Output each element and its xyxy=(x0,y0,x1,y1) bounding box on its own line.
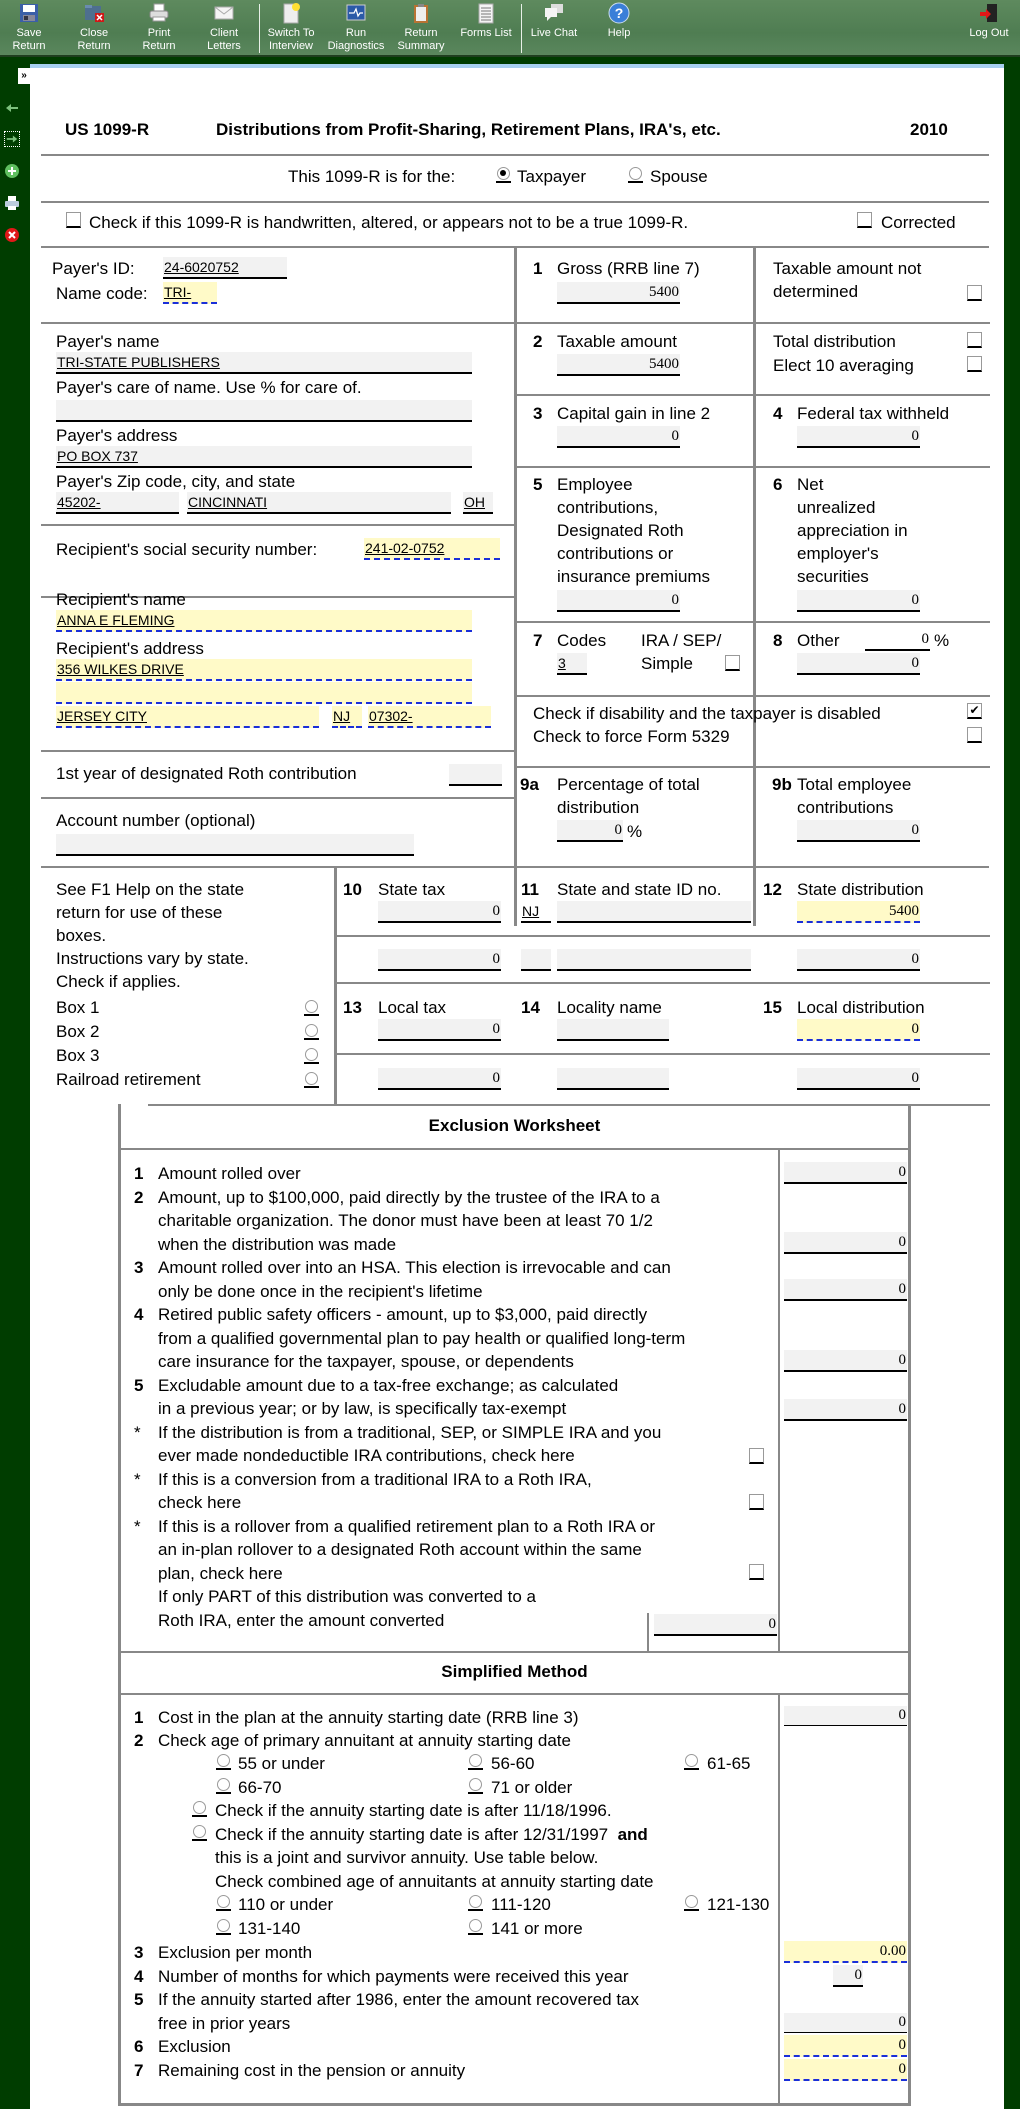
box8-other-field[interactable]: 0 xyxy=(797,653,920,675)
divider xyxy=(41,524,515,526)
tax-year: 2010 xyxy=(910,120,948,139)
exclusion-per-month-field[interactable]: 0.00 xyxy=(784,1941,907,1963)
box3-capital-gain-field[interactable]: 0 xyxy=(557,426,680,448)
recipient-ssn-label: Recipient's social security number: xyxy=(56,540,318,559)
combined-131-140-radio[interactable] xyxy=(216,1919,231,1935)
box1-label: Gross (RRB line 7) xyxy=(557,259,700,278)
disability-checkbox[interactable]: ✔ xyxy=(967,703,982,719)
sm-line2: 2 Check age of primary annuitant at annuity starting date xyxy=(134,1731,571,1750)
account-number-label: Account number (optional) xyxy=(56,811,256,830)
payer-id-label: Payer's ID: xyxy=(52,259,135,278)
box1-number: 1 xyxy=(533,259,543,278)
switch-to-interview-button[interactable]: Switch To Interview xyxy=(259,2,323,53)
box9b-number: 9b xyxy=(772,775,792,794)
nondeductible-ira-checkbox[interactable] xyxy=(749,1448,764,1464)
corrected-checkbox[interactable] xyxy=(857,212,872,228)
divider xyxy=(41,154,989,156)
age-55-under-radio[interactable] xyxy=(216,1754,231,1770)
box11-state-2-field[interactable] xyxy=(521,949,551,971)
box5-employee-contrib-field[interactable]: 0 xyxy=(557,590,680,612)
box13-number: 13 xyxy=(343,998,362,1017)
box2-taxable-field[interactable]: 5400 xyxy=(557,354,680,376)
box10-state-tax-field[interactable]: 0 xyxy=(378,901,501,923)
age-66-70-radio[interactable] xyxy=(216,1778,231,1794)
payer-zip-label: Payer's Zip code, city, and state xyxy=(56,472,296,491)
back-arrow-icon[interactable] xyxy=(4,100,20,116)
print-icon xyxy=(148,2,170,24)
box3-state-radio[interactable] xyxy=(304,1048,319,1064)
box11-state-field[interactable]: NJ xyxy=(521,901,551,923)
toolbar xyxy=(0,0,1020,57)
box15-number: 15 xyxy=(763,998,782,1017)
after-1997-label: Check if the annuity starting date is after 12/31/1997 and xyxy=(215,1825,648,1844)
print-icon[interactable] xyxy=(4,195,20,211)
percent-sign: % xyxy=(627,822,643,841)
combined-141-more-radio[interactable] xyxy=(468,1919,483,1935)
payer-care-of-label: Payer's care of name. Use % for care of. xyxy=(56,378,362,397)
forward-arrow-icon[interactable] xyxy=(4,131,20,147)
help-button[interactable]: ? Help xyxy=(587,2,651,40)
box10-label: State tax xyxy=(378,880,446,899)
recovered-tax-free-field[interactable]: 0 xyxy=(784,2013,907,2033)
exclusion-worksheet-title: Exclusion Worksheet xyxy=(428,1116,601,1135)
column-divider xyxy=(514,246,517,926)
months-received-field[interactable]: 0 xyxy=(833,1965,863,1987)
remaining-cost-field[interactable]: 0 xyxy=(784,2059,907,2081)
box12-state-dist-field[interactable]: 5400 xyxy=(797,901,920,923)
total-distribution-checkbox[interactable] xyxy=(967,332,982,348)
chat-icon xyxy=(543,2,565,24)
name-code-label: Name code: xyxy=(56,284,148,303)
divider xyxy=(118,1651,911,1653)
age-71-older-radio[interactable] xyxy=(468,1778,483,1794)
taxpayer-label: Taxpayer xyxy=(517,167,586,186)
payer-city-field[interactable]: CINCINNATI xyxy=(187,492,451,514)
divider xyxy=(514,695,990,697)
roth-year-label: 1st year of designated Roth contribution xyxy=(56,764,357,783)
recipient-ssn-field[interactable]: 241-02-0752 xyxy=(364,538,500,560)
box4-federal-withheld-field[interactable]: 0 xyxy=(797,426,920,448)
box8-number: 8 xyxy=(773,631,783,650)
ira-sep-simple-label: IRA / SEP/ Simple xyxy=(641,631,722,673)
add-icon[interactable] xyxy=(4,163,20,179)
after-1996-label: Check if the annuity starting date is after 11/18/1996. xyxy=(215,1801,612,1820)
divider xyxy=(118,1693,911,1695)
box9a-label: Percentage of total distribution xyxy=(557,775,700,817)
box10-state-tax-2-field[interactable]: 0 xyxy=(378,949,501,971)
taxable-not-determined-label: Taxable amount not determined xyxy=(773,259,922,301)
box14-number: 14 xyxy=(521,998,540,1017)
recipient-address1-field[interactable]: 356 WILKES DRIVE xyxy=(56,659,472,681)
svg-text:?: ? xyxy=(614,5,624,21)
expand-sidebar-button[interactable]: » xyxy=(18,68,30,84)
public-safety-field[interactable]: 0 xyxy=(784,1350,907,1372)
sm-line5: 5 If the annuity started after 1986, enter the amount recovered tax xyxy=(134,1990,640,2009)
disability-label: Check if disability and the taxpayer is disabled xyxy=(533,704,881,723)
payer-zip-field[interactable]: 45202- xyxy=(56,492,179,514)
box12-number: 12 xyxy=(763,880,782,899)
column-divider xyxy=(778,1148,780,1651)
percent-sign: % xyxy=(934,631,950,650)
after-1996-radio[interactable] xyxy=(192,1801,207,1817)
age-61-65-radio[interactable] xyxy=(684,1754,699,1770)
save-return-button[interactable]: Save Return xyxy=(0,2,61,53)
delete-icon[interactable] xyxy=(4,227,20,243)
box3-number: 3 xyxy=(533,404,543,423)
payer-care-of-field[interactable] xyxy=(56,400,472,422)
divider xyxy=(41,322,515,324)
column-divider xyxy=(778,1693,780,2106)
simplified-method-title: Simplified Method xyxy=(441,1662,588,1681)
box2-label: Taxable amount xyxy=(557,332,678,351)
box15-label: Local distribution xyxy=(797,998,925,1017)
box1-gross-field[interactable]: 5400 xyxy=(557,282,680,304)
box9a-percent-field[interactable]: 0 xyxy=(557,820,623,842)
logout-icon xyxy=(978,2,1000,24)
payer-name-field[interactable]: TRI-STATE PUBLISHERS xyxy=(56,352,472,374)
combined-option-label: 141 or more xyxy=(491,1919,583,1938)
list-icon xyxy=(475,2,497,24)
age-56-60-radio[interactable] xyxy=(468,1754,483,1770)
box14-label: Locality name xyxy=(557,998,662,1017)
combined-age-label: Check combined age of annuitants at annuity starting date xyxy=(215,1872,654,1891)
after-1997-radio[interactable] xyxy=(192,1825,207,1841)
payer-id-field[interactable]: 24-6020752 xyxy=(163,257,287,279)
box14-locality-field[interactable] xyxy=(557,1019,669,1041)
box6-label: Net unrealized appreciation in employer's securities xyxy=(797,475,908,586)
box6-nua-field[interactable]: 0 xyxy=(797,590,920,612)
spouse-radio[interactable] xyxy=(628,167,643,183)
box11-state-id-2-field[interactable] xyxy=(557,949,751,971)
payer-name-label: Payer's name xyxy=(56,332,160,351)
box4-label: Federal tax withheld xyxy=(797,404,950,423)
age-option-label: 56-60 xyxy=(491,1754,535,1773)
run-diagnostics-button[interactable]: Run Diagnostics xyxy=(324,2,388,53)
account-number-field[interactable] xyxy=(56,834,414,856)
box7-number: 7 xyxy=(533,631,543,650)
box13-label: Local tax xyxy=(378,998,447,1017)
box11-state-id-field[interactable] xyxy=(557,901,751,923)
elect-10-averaging-checkbox[interactable] xyxy=(967,356,982,372)
age-option-label: 61-65 xyxy=(707,1754,751,1773)
column-divider xyxy=(647,1613,649,1651)
roth-year-field[interactable] xyxy=(449,764,502,786)
log-out-button[interactable]: Log Out xyxy=(957,2,1020,40)
handwritten-checkbox[interactable] xyxy=(66,212,81,228)
box15-local-dist-field[interactable]: 0 xyxy=(797,1019,920,1041)
sm-line3: 3 Exclusion per month xyxy=(134,1943,313,1962)
recipient-zip-field[interactable]: 07302- xyxy=(368,706,491,728)
name-code-field[interactable]: TRI- xyxy=(163,282,217,304)
box5-number: 5 xyxy=(533,475,543,494)
exclusion-lines: 1 Amount rolled over 2 Amount, up to $100,000, paid directly by the trustee of the IRA to a charitable organization. The donor must have been at least 70 1/2 when the distribution was made 3 Amount rolled over into an HSA. This election is irrevocable and can only be done once in the recipient's lifetime 4 Retired public safety officers - amount, up to $3,000, paid directly from a qualified governmental plan to pay health or qualified long-term care insurance for the taxpayer, spouse, or dependents 5 Excludable amount due to a tax-free exchange; as calculated in a previous year; or by law, is specifically tax-exempt * If the distribution is from a traditional, SEP, or SIMPLE IRA and you ever made nondeductible IRA contributions, check here * If this is a conversion from a traditional IRA to a Roth IRA, check here * If this is a rollover from a qualified retirement plan to a Roth IRA or an in-plan rollover to a designated Roth account within the same plan, check here If only PART of this distribution was converted to a Roth IRA, enter the amount converted xyxy=(134,1164,686,1630)
charitable-amount-field[interactable]: 0 xyxy=(784,1232,907,1254)
box8-label: Other xyxy=(797,631,840,650)
box9a-number: 9a xyxy=(520,775,539,794)
box8-percent-field[interactable]: 0 xyxy=(865,629,930,651)
combined-option-label: 121-130 xyxy=(707,1895,770,1914)
box12-state-dist-2-field[interactable]: 0 xyxy=(797,949,920,971)
box15-local-dist-2-field[interactable]: 0 xyxy=(797,1068,920,1090)
cost-in-plan-field[interactable]: 0 xyxy=(784,1706,907,1726)
divider xyxy=(118,1148,911,1150)
payer-address-label: Payer's address xyxy=(56,426,178,445)
sm-line1: 1 Cost in the plan at the annuity starting date (RRB line 3) xyxy=(134,1708,579,1727)
force-5329-checkbox[interactable] xyxy=(967,727,982,743)
recipient-state-field[interactable]: NJ xyxy=(332,706,362,728)
combined-121-130-radio[interactable] xyxy=(684,1895,699,1911)
return-summary-button[interactable]: Return Summary xyxy=(389,2,453,53)
divider xyxy=(41,797,515,799)
box2-number: 2 xyxy=(533,332,543,351)
left-sidebar xyxy=(0,57,28,2109)
hsa-rollover-field[interactable]: 0 xyxy=(784,1279,907,1301)
sm-line7: 7 Remaining cost in the pension or annuity xyxy=(134,2061,466,2080)
age-option-label: 55 or under xyxy=(238,1754,325,1773)
box9b-label: Total employee contributions xyxy=(797,775,912,817)
close-return-button[interactable]: Close Return xyxy=(62,2,126,53)
box13-local-tax-field[interactable]: 0 xyxy=(378,1019,501,1041)
box4-number: 4 xyxy=(773,404,783,423)
print-return-button[interactable]: Print Return xyxy=(127,2,191,53)
sm-line5-cont: free in prior years xyxy=(158,2014,291,2033)
recipient-city-field[interactable]: JERSEY CITY xyxy=(56,706,319,728)
box5-label: Employee contributions, Designated Roth contributions or insurance premiums xyxy=(557,475,711,586)
divider xyxy=(41,201,989,203)
column-divider xyxy=(334,866,337,1106)
age-option-label: 66-70 xyxy=(238,1778,282,1797)
client-letters-button[interactable]: Client Letters xyxy=(192,2,256,53)
exclusion-field[interactable]: 0 xyxy=(784,2035,907,2057)
roth-conversion-checkbox[interactable] xyxy=(749,1494,764,1510)
form-page xyxy=(30,64,1004,2109)
divider xyxy=(334,982,990,984)
corrected-label: Corrected xyxy=(881,213,956,232)
clipboard-icon xyxy=(410,2,432,24)
divider xyxy=(514,322,990,324)
spouse-label: Spouse xyxy=(650,167,708,186)
box11-label: State and state ID no. xyxy=(557,880,722,899)
combined-111-120-radio[interactable] xyxy=(468,1895,483,1911)
recipient-address2-field[interactable] xyxy=(56,682,472,704)
help-icon xyxy=(608,2,630,24)
box7-label: Codes xyxy=(557,631,607,650)
box3-label: Capital gain in line 2 xyxy=(557,404,711,423)
envelope-icon xyxy=(213,2,235,24)
box6-number: 6 xyxy=(773,475,783,494)
save-icon xyxy=(18,2,40,24)
divider xyxy=(334,1053,990,1055)
box9b-total-contrib-field[interactable]: 0 xyxy=(797,820,920,842)
interview-icon xyxy=(280,2,302,24)
ira-sep-simple-checkbox[interactable] xyxy=(725,655,740,671)
recipient-name-field[interactable]: ANNA E FLEMING xyxy=(56,610,472,632)
recipient-address-label: Recipient's address xyxy=(56,639,204,658)
payer-address-field[interactable]: PO BOX 737 xyxy=(56,446,472,468)
box7-codes-field[interactable]: 3 xyxy=(557,653,587,675)
divider xyxy=(514,394,990,396)
payer-state-field[interactable]: OH xyxy=(463,492,493,514)
forms-list-button[interactable]: Forms List xyxy=(454,2,518,40)
state-note: See F1 Help on the state return for use of these boxes. Instructions vary by state. Check if applies. xyxy=(56,880,249,991)
tax-free-exchange-field[interactable]: 0 xyxy=(784,1399,907,1421)
taxable-not-determined-checkbox[interactable] xyxy=(967,285,982,301)
box13-local-tax-2-field[interactable]: 0 xyxy=(378,1068,501,1090)
divider xyxy=(514,466,990,468)
diagnostics-icon xyxy=(345,2,367,24)
amount-converted-field[interactable]: 0 xyxy=(654,1614,777,1636)
box1-state-radio[interactable] xyxy=(304,1000,319,1016)
divider xyxy=(514,766,990,768)
box10-number: 10 xyxy=(343,880,362,899)
rolled-over-field[interactable]: 0 xyxy=(784,1162,907,1184)
box12-label: State distribution xyxy=(797,880,924,899)
close-return-icon xyxy=(83,2,105,24)
combined-option-label: 111-120 xyxy=(491,1895,551,1914)
combined-option-label: 110 or under xyxy=(238,1895,334,1914)
form-id: US 1099-R xyxy=(65,120,150,139)
box11-number: 11 xyxy=(521,880,539,899)
divider xyxy=(334,935,990,937)
combined-110-under-radio[interactable] xyxy=(216,1895,231,1911)
elect-10-averaging-label: Elect 10 averaging xyxy=(773,356,914,375)
divider xyxy=(514,621,990,623)
box2-state-radio[interactable] xyxy=(304,1024,319,1040)
joint-survivor-label: this is a joint and survivor annuity. Use table below. xyxy=(215,1848,599,1867)
for-the-label: This 1099-R is for the: xyxy=(288,167,456,186)
taxpayer-radio[interactable] xyxy=(496,167,511,183)
page-title: Distributions from Profit-Sharing, Retirement Plans, IRA's, etc. xyxy=(216,120,721,139)
sm-line4: 4 Number of months for which payments were received this year xyxy=(134,1967,629,1986)
state-checks: Box 1 Box 2 Box 3 Railroad retirement xyxy=(56,998,201,1089)
divider xyxy=(41,750,515,752)
total-distribution-label: Total distribution xyxy=(773,332,896,351)
combined-option-label: 131-140 xyxy=(238,1919,301,1938)
age-option-label: 71 or older xyxy=(491,1778,573,1797)
roth-rollover-checkbox[interactable] xyxy=(749,1564,764,1580)
column-divider xyxy=(753,246,756,926)
recipient-name-label: Recipient's name xyxy=(56,590,186,609)
divider xyxy=(41,866,989,868)
sm-line6: 6 Exclusion xyxy=(134,2037,231,2056)
box14-locality-2-field[interactable] xyxy=(557,1068,669,1090)
force-5329-label: Check to force Form 5329 xyxy=(533,727,730,746)
railroad-retirement-radio[interactable] xyxy=(304,1072,319,1088)
live-chat-button[interactable]: Live Chat xyxy=(522,2,586,40)
handwritten-label: Check if this 1099-R is handwritten, altered, or appears not to be a true 1099-R. xyxy=(89,213,689,232)
